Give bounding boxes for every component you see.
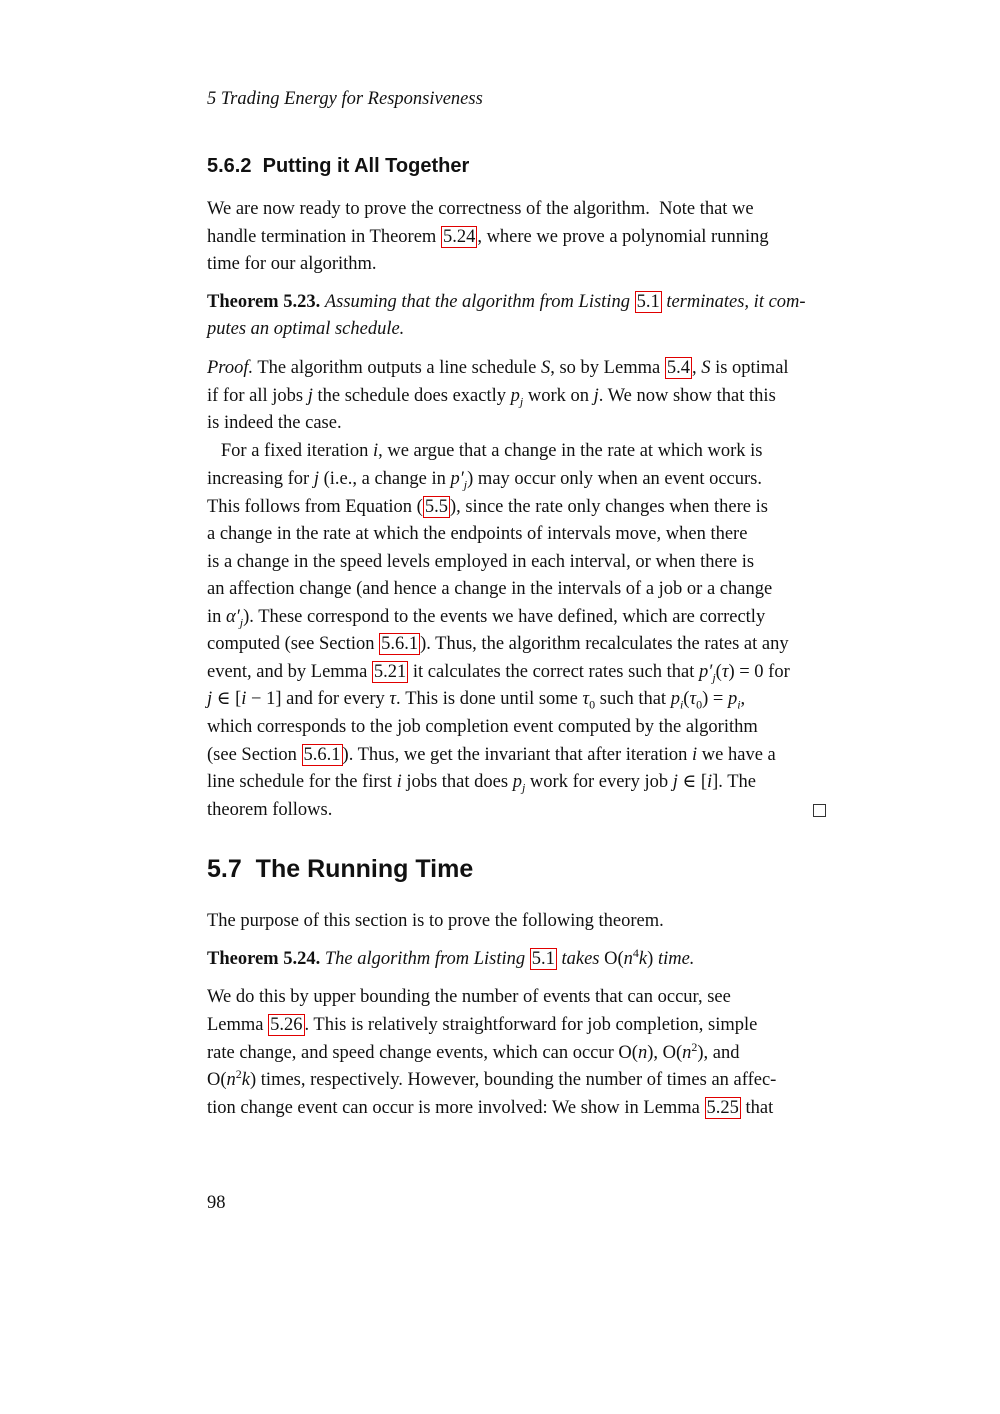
paragraph-line: $O(n^2k)$ times, respectively. However, bounding the number of times an affec- [207,1066,777,1090]
section-heading-5-7 [207,855,473,884]
theorem-label: Theorem 5.24. [207,949,321,969]
proof-line: an affection change (and hence a change in the intervals of a job or a change [207,579,773,599]
qed-symbol [813,804,826,817]
section-link[interactable]: 5.6.1 [381,634,419,654]
paragraph-line: Lemma 5.26 . This is relatively straightforward for job completion, simple [207,1015,758,1035]
proof-line: theorem follows. [207,799,826,821]
paragraph-line: tion change event can occur is more involved: We show in Lemma 5.25 that [207,1098,774,1118]
listing-link[interactable]: 5.1 [531,949,555,969]
proof-line: in $\alpha'_j$). These correspond to the events we have defined, which are correctly [207,607,766,630]
proof-line: line schedule for the first i jobs that does $p_j$ work for every job j ∈ [i]. The [207,772,756,795]
section-number: 5.6.2 [207,155,252,177]
paragraph-line: We do this by upper bounding the number of events that can occur, see [207,987,731,1007]
theorem-label: Theorem 5.23. [207,292,321,312]
theorem-link[interactable]: 5.24 [442,227,476,247]
proof-line: For a fixed iteration i, we argue that a change in the rate at which work is [207,441,763,461]
proof-line: This follows from Equation ( 5.5 ), since the rate only changes when there is [207,497,768,517]
proof-line: is a change in the speed levels employed in each interval, or when there is [207,552,755,572]
section-heading-5-6-2 [207,155,469,178]
paragraph-line: time for our algorithm. [207,254,377,274]
section-number: 5.7 [207,855,242,883]
equation-link[interactable]: 5.5 [424,497,448,517]
proof-line: if for all jobs j the schedule does exactly $p_j$ work on j. We now show that this [207,386,776,409]
section-link[interactable]: 5.6.1 [303,745,341,765]
theorem-statement-line: putes an optimal schedule. [207,319,405,339]
section-title: The Running Time [255,855,474,883]
paragraph-line: handle termination in Theorem 5.24 , where we prove a polynomial running [207,227,769,247]
proof-line: (see Section 5.6.1 ). Thus, we get the invariant that after iteration i we have a [207,745,776,765]
lemma-link[interactable]: 5.26 [270,1015,303,1035]
proof-label: Proof. [207,358,254,378]
paragraph-line: rate change, and speed change events, which can occur O(n), $O(n^2)$, and [207,1039,740,1063]
theorem-statement: Theorem 5.24. The algorithm from Listing 5.1 takes $O(n^4k)$ time. [207,945,695,969]
theorem-statement: Theorem 5.23. Assuming that the algorithm from Listing 5.1 terminates, it com- [207,292,806,312]
paragraph-line: The purpose of this section is to prove the following theorem. [207,911,664,931]
lemma-link[interactable]: 5.4 [666,358,690,378]
running-head: 5 Trading Energy for Responsiveness [207,89,483,109]
proof-line: a change in the rate at which the endpoints of intervals move, when there [207,524,748,544]
proof-line: Proof. The algorithm outputs a line schedule S, so by Lemma 5.4 , S is optimal [207,358,789,378]
proof-line: increasing for j (i.e., a change in $p'_j$) may occur only when an event occurs. [207,469,763,492]
proof-line: computed (see Section 5.6.1 ). Thus, the algorithm recalculates the rates at any [207,634,789,654]
section-title: Putting it All Together [262,155,470,177]
proof-line: which corresponds to the job completion event computed by the algorithm [207,717,758,737]
lemma-link[interactable]: 5.25 [706,1098,739,1118]
page-number: 98 [207,1193,226,1213]
paragraph-line: We are now ready to prove the correctness of the algorithm. Note that we [207,199,754,219]
listing-link[interactable]: 5.1 [636,292,660,312]
proof-line: event, and by Lemma 5.21 it calculates the correct rates such that $p'_j(\tau) = 0$ for [207,662,790,685]
lemma-link[interactable]: 5.21 [373,662,407,682]
proof-line: is indeed the case. [207,413,342,433]
proof-line: j ∈ [i − 1] and for every τ. This is done until some $\tau_0$ such that $p_i(\tau_0) = p_i$, [207,689,746,712]
